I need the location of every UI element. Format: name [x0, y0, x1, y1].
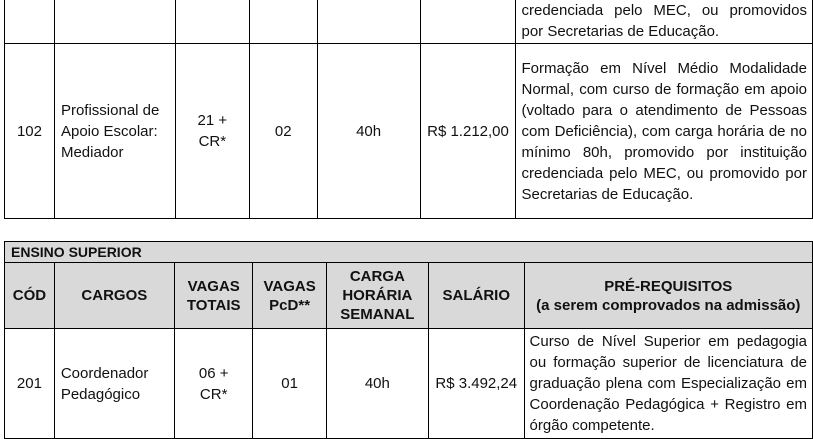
carga-horaria-cell: 40h [326, 329, 428, 439]
vagas-totais-cell: 06 + CR* [174, 329, 253, 439]
carga-horaria-cell: 40h [317, 44, 420, 219]
vagas-pcd-cell [249, 0, 317, 44]
vagas-pcd-cell: 01 [253, 329, 326, 439]
vagas-totais-cell: 21 + CR* [175, 44, 249, 219]
table-row [5, 329, 813, 439]
header-vagas-totais: VAGAS TOTAIS [174, 263, 253, 329]
header-vagas-pcd: VAGAS PcD** [253, 263, 326, 329]
prereq-line: credenciada pelo MEC, ou promovidos [521, 2, 807, 19]
salario-cell [420, 0, 516, 44]
cod-cell: 201 [5, 329, 55, 439]
vacancies-table-continued [4, 0, 813, 219]
prereq-cell: Curso de Nível Superior em pedagogia ou formação superior de licenciatura de graduação plena com Especialização em Coordenação Pedagógica + Registro em órgão competente. [524, 329, 812, 439]
cargo-cell [54, 0, 175, 44]
prereq-line: por Secretarias de Educação. [521, 23, 720, 40]
header-cod: CÓD [5, 263, 55, 329]
prereq-cell [516, 0, 813, 44]
vagas-pcd-cell: 02 [249, 44, 317, 219]
salario-cell: R$ 3.492,24 [428, 329, 524, 439]
header-cargos: CARGOS [54, 263, 174, 329]
cargo-cell: Profissional de Apoio Escolar: Mediador [54, 44, 175, 219]
header-prereq-title: PRÉ-REQUISITOS [604, 277, 733, 295]
header-prereq-subtitle: (a serem comprovados na admissão) [536, 296, 801, 314]
section-row [5, 242, 813, 263]
header-salario: SALÁRIO [428, 263, 524, 329]
header-carga-horaria: CARGA HORÁRIA SEMANAL [326, 263, 428, 329]
table-row [5, 44, 813, 219]
cod-cell [5, 0, 55, 44]
cod-cell: 102 [5, 44, 55, 219]
table-row [5, 0, 813, 44]
cargo-cell: Coordenador Pedagógico [54, 329, 174, 439]
salario-cell: R$ 1.212,00 [420, 44, 516, 219]
carga-horaria-cell [317, 0, 420, 44]
header-prereq [524, 263, 812, 329]
vagas-totais-cell [175, 0, 249, 44]
header-row [5, 263, 813, 329]
ensino-superior-table [4, 241, 813, 439]
section-title: ENSINO SUPERIOR [5, 242, 813, 263]
prereq-cell: Formação em Nível Médio Modalidade Normal, com curso de formação em apoio (voltado para o atendimento de Pessoas com Deficiência), com carga horária de no mínimo 80h, promovido por instituição credenciada pelo MEC, ou promovido por Secretarias de Educação. [516, 44, 813, 219]
